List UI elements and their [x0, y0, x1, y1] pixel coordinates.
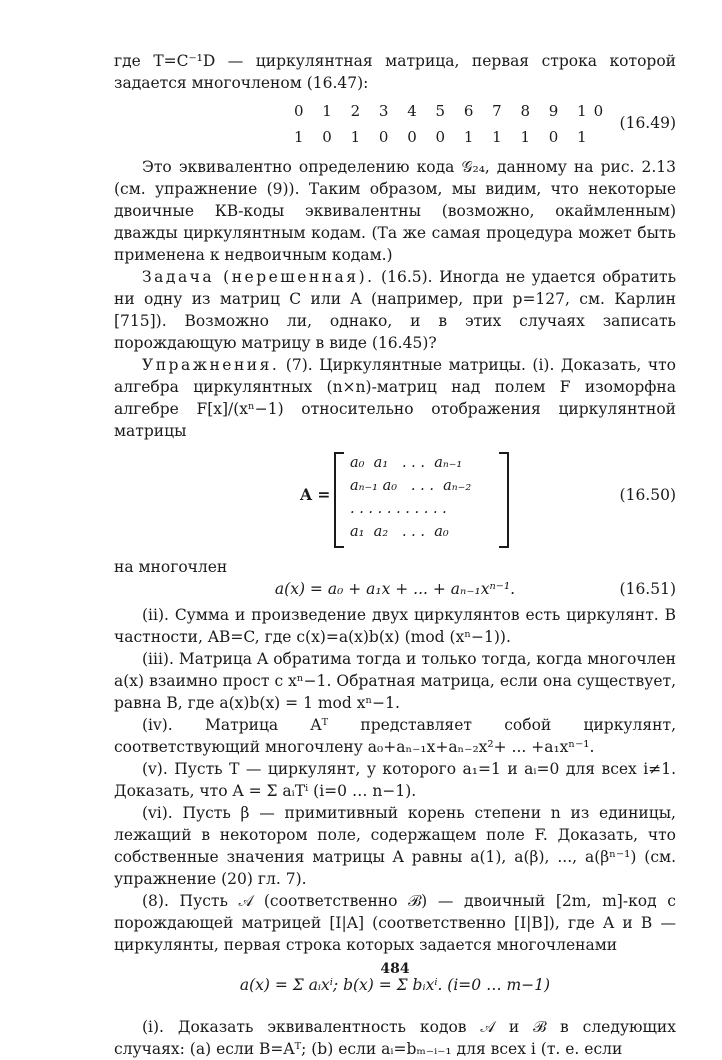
problem-text: (16.5). Иногда не удается обратить ни одну из матриц C или A (например, при p=127, см. Карлин [715]). Возможно ли, однако, и в этих случаях записать порождающую матрицу в виде (16.45)? [114, 268, 677, 352]
text-intro: где T=C⁻¹D — циркулянтная матрица, первая строка которой задается многочленом (16.47): [114, 52, 676, 92]
exercises-text: (7). Циркулянтные матрицы. (i). Доказать, что алгебра циркулянтных (n×n)-матриц над полем F изоморфна алгебре F[x]/(xⁿ−1) относительно отображения циркулянтной матрицы [114, 356, 676, 440]
exercise-ii: (ii). Сумма и произведение двух циркулянтов есть циркулянт. В частности, AB=C, где c(x)=a(x)b(x) (mod (xⁿ−1)). [114, 606, 676, 646]
matrix-row-1: a₀ a₁ . . . aₙ₋₁ [350, 455, 463, 471]
equation-number-1649: (16.49) [619, 114, 676, 132]
polynomial-equation [114, 578, 676, 604]
exercises-heading: Упражнения. [142, 356, 280, 374]
page-body [114, 50, 677, 1058]
exercise-iv: (iv). Матрица Aᵀ представляет собой циркулянт, соответствующий многочлену a₀+aₙ₋₁x+aₙ₋₂x²+ ... +a₁xⁿ⁻¹. [114, 716, 676, 756]
paragraph-problem [114, 266, 676, 354]
code-positions [114, 96, 676, 150]
left-bracket [334, 452, 344, 548]
code-bits-row: 1 0 1 0 0 0 1 1 1 0 1 [294, 128, 594, 146]
exercise-8: (8). Пусть 𝒜 (соответственно ℬ) — двоичный [2m, m]-код с порождающей матрицей [I|A] (соответственно [I|B]), где A и B — циркулянты, первая строка которых задается многочленами [114, 892, 676, 954]
code-index-row: 0 1 2 3 4 5 6 7 8 9 10 [294, 102, 611, 120]
polynomial-formula: a(x) = a₀ + a₁x + ... + aₙ₋₁xⁿ⁻¹. [274, 580, 516, 598]
paragraph-exercises [114, 354, 676, 442]
equation-number-1650: (16.50) [619, 486, 676, 504]
problem-heading: Задача (нерешенная). [142, 268, 375, 286]
page-number: 484 [380, 961, 410, 977]
matrix-row-3: . . . . . . . . . . . [350, 501, 447, 517]
circulant-matrix-equation [114, 446, 676, 550]
na-label: на многочлен [114, 558, 228, 576]
exercise-vi: (vi). Пусть β — примитивный корень степени n из единицы, лежащий в некотором поле, содержащем поле F. Доказать, что собственные значения матрицы A равны a(1), a(β), ..., a(βⁿ⁻¹) (см. упражнение (20) гл. 7). [114, 804, 676, 888]
right-bracket [499, 452, 509, 548]
exercise-iii: (iii). Матрица A обратима тогда и только тогда, когда многочлен a(x) взаимно прост с xⁿ−1. Обратная матрица, если она существует, равна B, где a(x)b(x) = 1 mod xⁿ−1. [114, 650, 676, 712]
matrix-label: A = [300, 485, 331, 504]
paragraph-equivalence: Это эквивалентно определению кода 𝒢₂₄, данному на рис. 2.13 (см. упражнение (9)). Таким образом, мы видим, что некоторые двоичные КВ-коды эквивалентны (возможно, окаймленным) дважды циркулянтным кодам. (Та же самая процедура может быть применена к недвоичным кодам.) [114, 158, 676, 264]
exercise-v: (v). Пусть T — циркулянт, у которого a₁=1 и aᵢ=0 для всех i≠1. Доказать, что A = Σ aᵢTⁱ (i=0 … n−1). [114, 760, 676, 800]
matrix-body [350, 452, 500, 544]
equation-number-1651: (16.51) [619, 580, 676, 598]
exercise-8-i: (i). Доказать эквивалентность кодов 𝒜 и ℬ в следующих случаях: (a) если B=Aᵀ; (b) если aᵢ=bₘ₋ᵢ₋₁ для всех i (т. е. если [114, 1018, 676, 1058]
matrix-row-2: aₙ₋₁ a₀ . . . aₙ₋₂ [350, 478, 472, 494]
matrix-row-4: a₁ a₂ . . . a₀ [350, 524, 449, 540]
sum-formulas: a(x) = Σ aᵢxⁱ; b(x) = Σ bᵢxⁱ. (i=0 … m−1) [239, 976, 551, 994]
